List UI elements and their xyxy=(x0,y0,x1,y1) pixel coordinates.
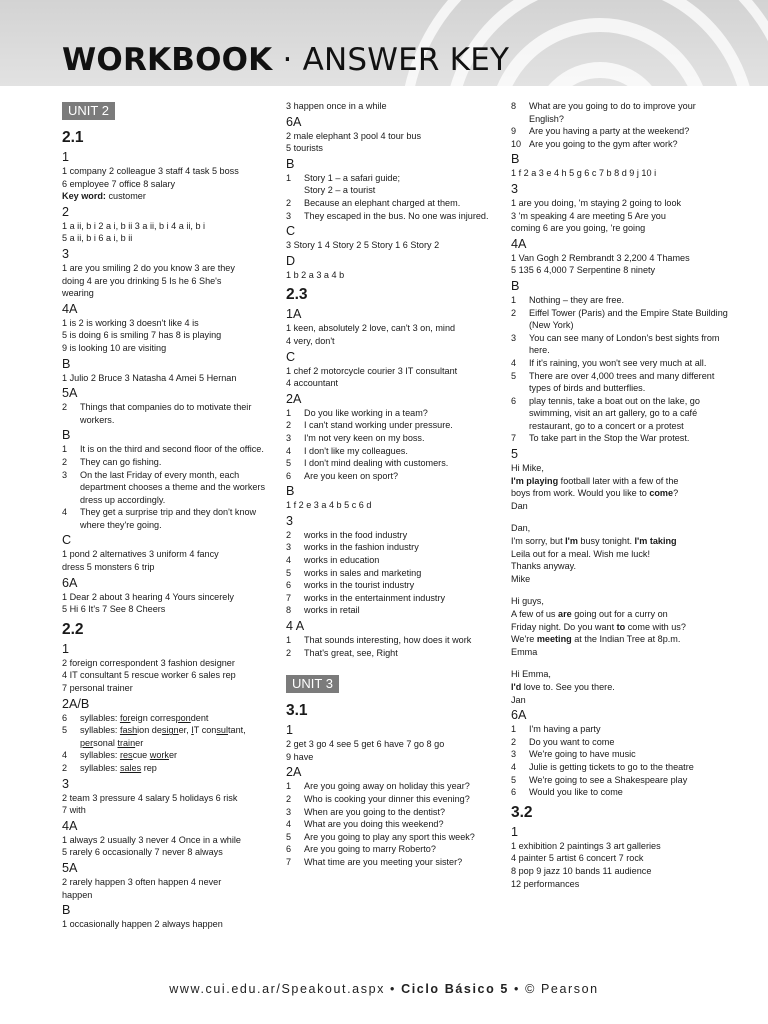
section-heading: 2.1 xyxy=(62,129,84,146)
exercise-label: B xyxy=(62,428,71,443)
list-item: 5 I don't mind dealing with customers. xyxy=(286,458,449,469)
list-item: 5 works in sales and marketing xyxy=(286,567,422,578)
footer-url: www.cui.edu.ar/Speakout.aspx xyxy=(169,982,385,996)
exercise-label: 6A xyxy=(511,708,527,723)
answer-line: 2 foreign correspondent 3 fashion designer xyxy=(62,657,235,668)
answer-line: 3 Story 1 4 Story 2 5 Story 1 6 Story 2 xyxy=(286,240,440,251)
exercise-label: 4 A xyxy=(286,619,305,634)
answer-line: 3 'm speaking 4 are meeting 5 Are you xyxy=(511,210,666,221)
answer-line: 9 is looking 10 are visiting xyxy=(62,342,167,353)
list-item: 2 I can't stand working under pressure. xyxy=(286,420,453,431)
answer-line: 7 personal trainer xyxy=(62,683,133,694)
exercise-label: C xyxy=(286,224,296,239)
numbered-list xyxy=(286,780,498,868)
answer-line: dress 5 monsters 6 trip xyxy=(62,562,155,573)
list-item: 2 Do you want to come xyxy=(511,736,615,747)
numbered-list xyxy=(286,634,498,659)
footer-course: Ciclo Básico 5 xyxy=(401,982,509,996)
list-item: 1 Nothing – they are free. xyxy=(511,294,625,305)
exercise-label: 1 xyxy=(62,150,70,164)
list-item: 7 works in the entertainment industry xyxy=(286,592,446,603)
list-item: 7 To take part in the Stop the War protest. xyxy=(511,433,690,444)
list-item: 4 syllables: rescue worker xyxy=(62,750,178,761)
answer-line: 1 a ii, b i 2 a i, b ii 3 a ii, b i 4 a ii, b i xyxy=(62,220,206,231)
answer-line: 1 Dear 2 about 3 hearing 4 Yours sincerely xyxy=(62,591,234,602)
list-item: 3 They escaped in the bus. No one was injured. xyxy=(286,210,489,221)
email-message: Dan, I'm sorry, but I'm busy tonight. I'm taking Leila out for a meal. Wish me luck! Thanks anyway. Mike xyxy=(511,523,677,584)
numbered-list xyxy=(511,723,733,799)
exercise-label: 1 xyxy=(511,824,519,839)
answer-line: doing 4 are you drinking 5 Is he 6 She's xyxy=(62,275,222,286)
list-item: 2 syllables: sales rep xyxy=(62,763,157,773)
answer-line: 1 f 2 e 3 a 4 b 5 c 6 d xyxy=(286,500,372,511)
exercise-label: B xyxy=(62,356,71,371)
answer-line: 2 team 3 pressure 4 salary 5 holidays 6 risk xyxy=(62,792,238,803)
list-item: 4 works in education xyxy=(286,555,380,566)
numbered-list xyxy=(511,294,733,445)
list-item: 1 Story 1 – a safari guide; xyxy=(286,172,401,183)
list-item: 4 If it's raining, you won't see very much at all. xyxy=(511,357,707,368)
answer-line: 4 IT consultant 5 rescue worker 6 sales rep xyxy=(62,670,236,681)
exercise-label: 2A/B xyxy=(62,696,90,711)
exercise-label: 4A xyxy=(62,818,78,833)
answer-line: 1 exhibition 2 paintings 3 art galleries xyxy=(511,840,661,851)
page-header xyxy=(0,0,768,86)
answer-line: 9 have xyxy=(286,751,314,762)
answer-line: 5 is doing 6 is smiling 7 has 8 is playing xyxy=(62,330,222,341)
exercise-label: B xyxy=(511,152,520,167)
list-item: 1 I'm having a party xyxy=(511,724,601,735)
unit-badge: UNIT 3 xyxy=(286,675,339,693)
exercise-label: 2 xyxy=(62,204,70,219)
answer-line: 1 keen, absolutely 2 love, can't 3 on, mind xyxy=(286,323,456,334)
exercise-label: 5 xyxy=(511,447,519,462)
list-item: 4 They get a surprise trip and they don't know where they're going. xyxy=(62,507,257,530)
exercise-label: 1 xyxy=(62,641,70,656)
column-middle xyxy=(286,100,498,869)
answer-line: 1 occasionally happen 2 always happen xyxy=(62,919,223,930)
email-message: Hi Mike, I'm playing football later with a few of the boys from work. Would you like to come? Dan xyxy=(511,463,679,511)
section-heading: 3.2 xyxy=(511,803,533,821)
exercise-label: 6A xyxy=(286,114,302,129)
list-item: 8 works in retail xyxy=(286,605,360,616)
list-item: 5 We're going to see a Shakespeare play xyxy=(511,774,688,785)
exercise-label: 3 xyxy=(511,181,519,196)
section-heading: 2.3 xyxy=(286,286,308,304)
answer-line: 4 accountant xyxy=(286,378,339,389)
numbered-list xyxy=(62,443,272,531)
answer-line: 2 rarely happen 3 often happen 4 never xyxy=(62,876,222,887)
list-item: 10 Are you going to the gym after work? xyxy=(511,138,678,149)
exercise-label: 3 xyxy=(62,246,70,261)
list-item: 7 What time are you meeting your sister? xyxy=(286,856,463,867)
answer-line: 1 company 2 colleague 3 staff 4 task 5 boss xyxy=(62,166,239,176)
exercise-label: 3 xyxy=(62,776,70,791)
list-item: 6 Would you like to come xyxy=(511,787,623,798)
email-message: Hi guys, A few of us are going out for a curry on Friday night. Do you want to come with us? We're meeting at the Indian Tree at 8p.m. Emma xyxy=(511,596,686,657)
answer-line: 8 pop 9 jazz 10 bands 11 audience xyxy=(511,865,652,876)
list-item: Story 2 – a tourist xyxy=(304,185,376,196)
list-item: 9 Are you having a party at the weekend? xyxy=(511,126,690,137)
list-item: 6 Are you going to marry Roberto? xyxy=(286,844,436,855)
numbered-list xyxy=(511,100,733,150)
exercise-label: 4A xyxy=(511,236,527,251)
answer-line: 1 Van Gogh 2 Rembrandt 3 2,200 4 Thames xyxy=(511,252,690,263)
list-item: 3 We're going to have music xyxy=(511,749,636,760)
exercise-label: 6A xyxy=(62,575,78,590)
list-item: 4 I don't like my colleagues. xyxy=(286,445,408,456)
list-item: 6 syllables: foreign correspondent xyxy=(62,712,209,723)
answer-line: 5 rarely 6 occasionally 7 never 8 always xyxy=(62,847,223,858)
answer-line: 12 performances xyxy=(511,878,580,889)
list-item: 1 That sounds interesting, how does it work xyxy=(286,635,472,646)
answer-line: 1 pond 2 alternatives 3 uniform 4 fancy xyxy=(62,549,219,560)
footer-copyright: • © Pearson xyxy=(508,982,599,996)
answer-line: 2 get 3 go 4 see 5 get 6 have 7 go 8 go xyxy=(286,739,445,750)
exercise-label: C xyxy=(62,533,72,548)
exercise-label: D xyxy=(286,253,296,268)
exercise-label: 3 xyxy=(286,513,294,528)
answer-line: 1 Julio 2 Bruce 3 Natasha 4 Amei 5 Hernan xyxy=(62,372,237,383)
answer-line: 1 b 2 a 3 a 4 b xyxy=(286,269,345,280)
answer-line: 5 135 6 4,000 7 Serpentine 8 ninety xyxy=(511,265,656,276)
list-item: 3 works in the fashion industry xyxy=(286,542,419,553)
email-message: Hi Emma, I'd love to. See you there. Jan xyxy=(511,669,615,705)
answer-line: 1 are you smiling 2 do you know 3 are they xyxy=(62,262,235,273)
exercise-label: 1A xyxy=(286,307,302,322)
list-item: 5 Are you going to play any sport this week? xyxy=(286,831,475,842)
numbered-list xyxy=(286,529,498,617)
list-item: 2 That's great, see, Right xyxy=(286,647,398,658)
exercise-label: 4A xyxy=(62,301,78,316)
key-word-line: Key word: customer xyxy=(62,191,146,202)
exercise-label: B xyxy=(286,484,295,499)
column-right xyxy=(511,100,733,890)
list-item: 3 When are you going to the dentist? xyxy=(286,806,446,817)
list-item: 4 Julie is getting tickets to go to the theatre xyxy=(511,761,694,772)
list-item: 3 On the last Friday of every month, each department chooses a theme and the workers dress up accordingly. xyxy=(62,469,266,505)
section-heading: 2.2 xyxy=(62,620,84,638)
exercise-label: 1 xyxy=(286,723,294,738)
list-item: 5 syllables: fashion designer, IT consultant, personal trainer xyxy=(62,725,246,748)
answer-line: 3 happen once in a while xyxy=(286,101,387,111)
answer-line: 5 tourists xyxy=(286,143,323,154)
exercise-label: 2A xyxy=(286,765,302,780)
numbered-list xyxy=(286,407,498,483)
list-item: 1 Do you like working in a team? xyxy=(286,407,428,418)
page-footer: www.cui.edu.ar/Speakout.aspx • Ciclo Básico 5 • © Pearson xyxy=(169,982,599,996)
answer-line: 7 with xyxy=(62,805,86,816)
column-left xyxy=(62,100,272,931)
answer-line: 6 employee 7 office 8 salary xyxy=(62,178,176,189)
answer-line: 1 always 2 usually 3 never 4 Once in a while xyxy=(62,834,241,845)
answer-line: 1 f 2 a 3 e 4 h 5 g 6 c 7 b 8 d 9 j 10 i xyxy=(511,168,657,179)
answer-line: wearing xyxy=(62,288,94,299)
exercise-label: 5A xyxy=(62,386,78,401)
exercise-label: 2A xyxy=(286,391,302,406)
list-item: 2 They can go fishing. xyxy=(62,456,162,467)
list-item: 1 It is on the third and second floor of the office. xyxy=(62,444,264,455)
list-item: 3 I'm not very keen on my boss. xyxy=(286,432,425,443)
list-item: 2 works in the food industry xyxy=(286,529,408,540)
answer-line: 1 are you doing, 'm staying 2 going to look xyxy=(511,197,682,208)
list-item: 2 Eiffel Tower (Paris) and the Empire State Building (New York) xyxy=(511,307,728,331)
list-item: 6 Are you keen on sport? xyxy=(286,470,399,481)
answer-line: 1 is 2 is working 3 doesn't like 4 is xyxy=(62,317,199,328)
list-item: 2 Things that companies do to motivate their workers. xyxy=(62,402,252,425)
list-item: 6 works in the tourist industry xyxy=(286,580,415,591)
answer-line: 5 Hi 6 It's 7 See 8 Cheers xyxy=(62,604,166,615)
unit-badge: UNIT 2 xyxy=(62,102,115,120)
answer-line: 4 very, don't xyxy=(286,335,335,346)
answer-line: 4 painter 5 artist 6 concert 7 rock xyxy=(511,853,644,864)
list-item: 6 play tennis, take a boat out on the lake, go swimming, visit an art gallery, go to a café restaurant, go to a concert or a protest xyxy=(511,395,700,431)
list-item: 4 What are you doing this weekend? xyxy=(286,819,444,830)
exercise-label: B xyxy=(286,156,295,171)
exercise-label: 5A xyxy=(62,860,78,875)
list-item: 3 You can see many of London's best sights from here. xyxy=(511,332,720,356)
section-heading: 3.1 xyxy=(286,702,308,720)
exercise-label: B xyxy=(62,903,71,918)
list-item: 2 Because an elephant charged at them. xyxy=(286,197,461,208)
page-title: WORKBOOK · ANSWER KEY xyxy=(62,42,510,78)
list-item: 2 Who is cooking your dinner this evening? xyxy=(286,794,470,804)
answer-line: happen xyxy=(62,889,93,900)
numbered-list xyxy=(286,172,498,222)
answer-line: 1 chef 2 motorcycle courier 3 IT consultant xyxy=(286,365,458,376)
list-item: 1 Are you going away on holiday this year? xyxy=(286,781,470,792)
answer-line: 2 male elephant 3 pool 4 tour bus xyxy=(286,130,421,141)
exercise-label: B xyxy=(511,278,520,293)
list-item: 5 There are over 4,000 trees and many different types of birds and butterflies. xyxy=(511,370,715,394)
list-item: 8 What are you going to do to improve your English? xyxy=(511,101,696,124)
answer-line: 5 a ii, b i 6 a i, b ii xyxy=(62,233,133,244)
exercise-label: C xyxy=(286,349,296,364)
answer-line: coming 6 are you going, 're going xyxy=(511,223,646,234)
